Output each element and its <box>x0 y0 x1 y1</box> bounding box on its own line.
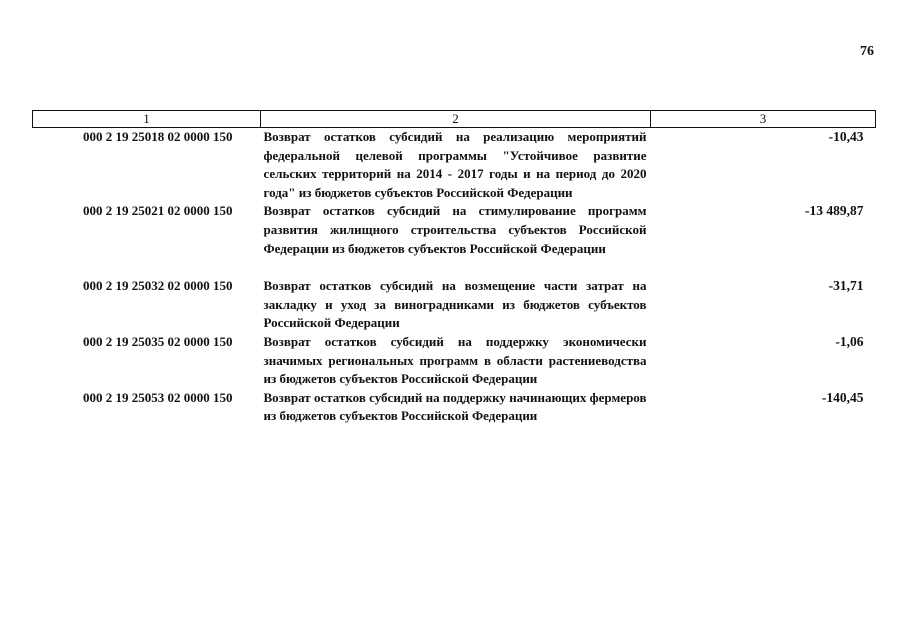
budget-description: Возврат остатков субсидий на стимулирование программ развития жилищного строительства субъектов Российской Федерации из бюджетов субъектов Российской Федерации <box>263 203 647 256</box>
budget-value: -1,06 <box>835 333 864 349</box>
table-row <box>33 202 876 277</box>
table-header-row <box>33 111 876 128</box>
header-col-2: 2 <box>261 111 651 128</box>
page-number: 76 <box>860 44 874 59</box>
budget-value: -13 489,87 <box>805 203 864 219</box>
header-col-1: 1 <box>33 111 261 128</box>
budget-value: -31,71 <box>828 278 864 294</box>
budget-value: -140,45 <box>821 389 864 405</box>
budget-code: 000 2 19 25032 02 0000 150 <box>83 278 233 294</box>
budget-table <box>32 110 876 426</box>
table-row <box>33 389 876 426</box>
header-col-3: 3 <box>651 111 876 128</box>
budget-value: -10,43 <box>828 129 864 144</box>
table-row <box>33 277 876 333</box>
table-row <box>33 333 876 389</box>
budget-description: Возврат остатков субсидий на поддержку экономически значимых региональных программ в области растениеводства из бюджетов субъектов Российской Федерации <box>263 333 647 387</box>
budget-description: Возврат остатков субсидий на поддержку начинающих фермеров из бюджетов субъектов Российской Федерации <box>263 389 647 424</box>
budget-code: 000 2 19 25053 02 0000 150 <box>83 389 233 405</box>
budget-code: 000 2 19 25021 02 0000 150 <box>83 203 233 219</box>
budget-description: Возврат остатков субсидий на возмещение части затрат на закладку и уход за виноградниками из бюджетов субъектов Российской Федерации <box>263 278 647 331</box>
budget-code: 000 2 19 25035 02 0000 150 <box>83 333 233 349</box>
budget-description: Возврат остатков субсидий на реализацию мероприятий федеральной целевой программы "Устойчивое развитие сельских территорий на 2014 - 2017 годы и на период до 2020 года" из бюджетов субъектов Российской Федерации <box>263 129 647 200</box>
table-row <box>33 128 876 203</box>
budget-code: 000 2 19 25018 02 0000 150 <box>83 129 233 144</box>
